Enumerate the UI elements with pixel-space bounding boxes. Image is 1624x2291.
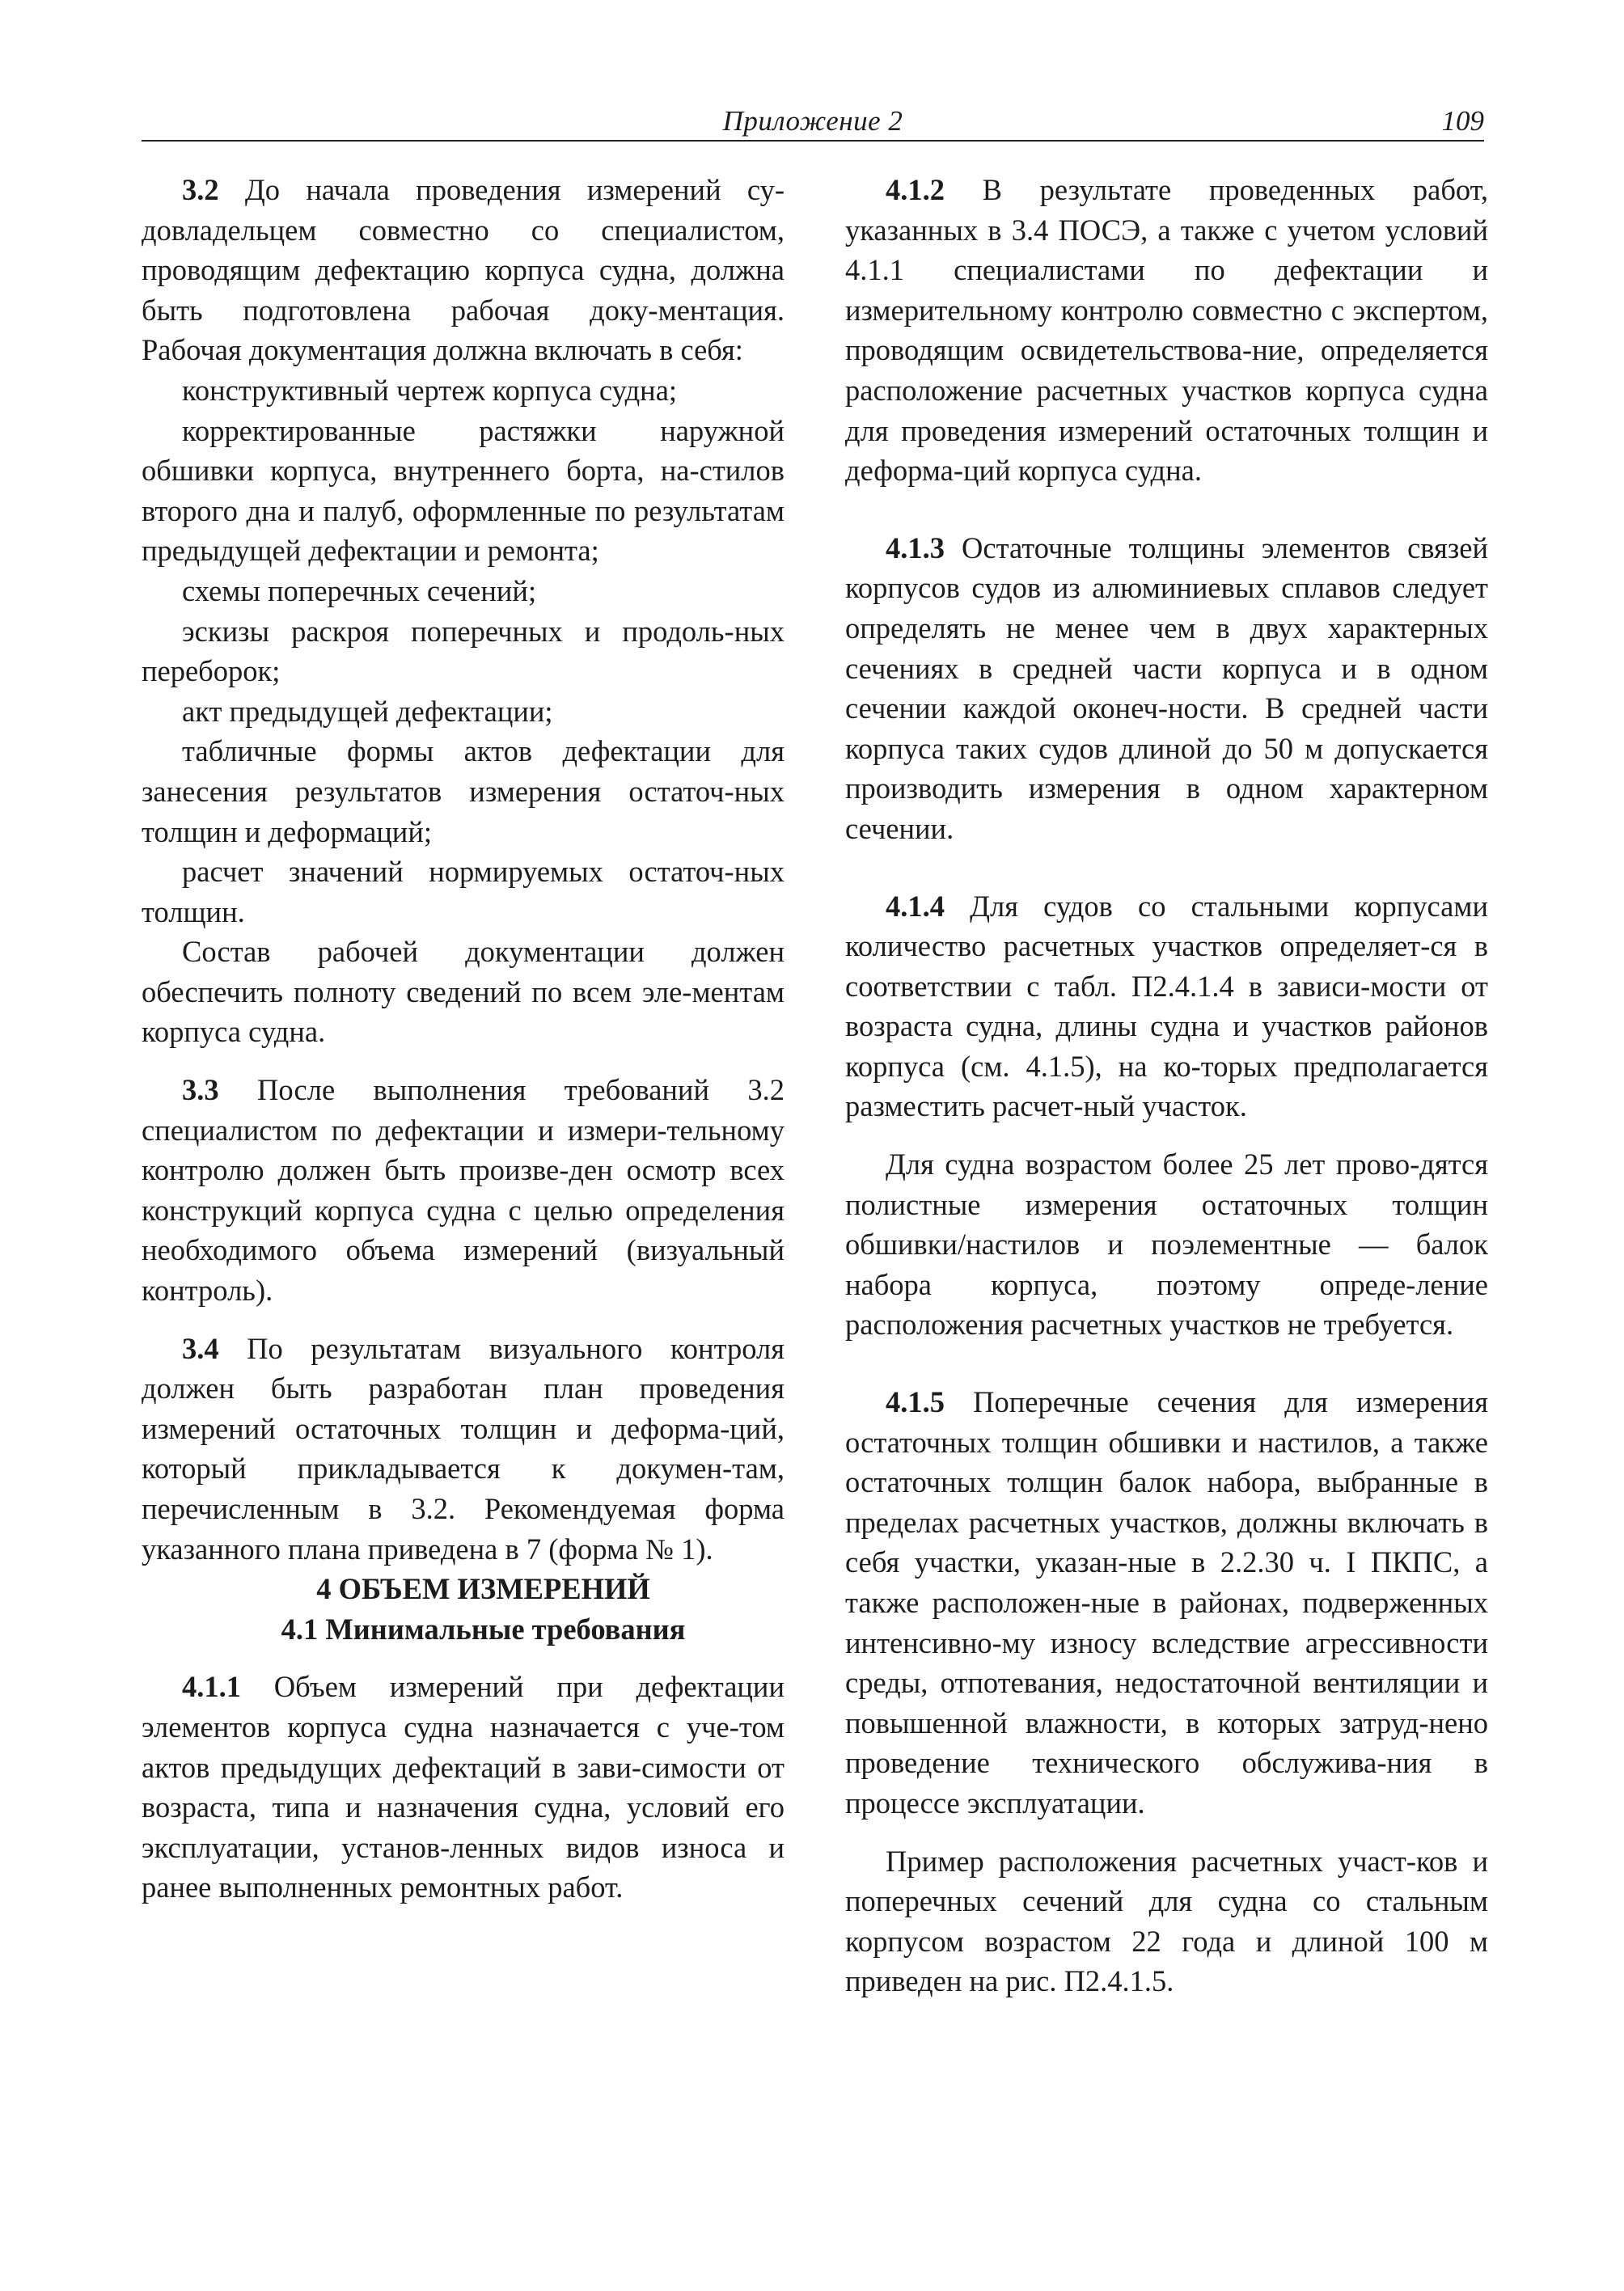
left-column <box>142 170 785 1908</box>
paragraph-text: По результатам визуального контроля должен быть разработан план проведения измерений остаточных толщин и деформа-ций, который прикладывается к докумен-там, перечисленным в 3.2. Рекомендуемая форма указанного плана приведена в 7 (форма № 1). <box>142 1331 785 1566</box>
list-item: расчет значений нормируемых остаточ-ных толщин. <box>142 855 785 928</box>
paragraph-text: Объем измерений при дефектации элементов корпуса судна назначается с уче-том актов предыдущих дефектаций в зави-симости от возраста, типа и назначения судна, условий его эксплуатации, установ-ленных видов износа и ранее выполненных ремонтных работ. <box>142 1670 785 1904</box>
right-column <box>845 170 1488 2001</box>
list-item: эскизы раскроя поперечных и продоль-ных переборок; <box>142 614 785 688</box>
paragraph-4-1-2 <box>845 170 1488 491</box>
running-title: Приложение 2 <box>722 105 903 137</box>
paragraph-4-1-4-continued: Для судна возрастом более 25 лет прово-дятся полистные измерения остаточных толщин обшивки/настилов и поэлементные — балок набора корпуса, поэтому опреде-ление расположения расчетных участков не требуется. <box>845 1148 1488 1342</box>
paragraph-text: Остаточные толщины элементов связей корпусов судов из алюминиевых сплавов следует определять не менее чем в двух характерных сечениях в средней части корпуса и в одном сечении каждой оконеч-ности. В средней части корпуса таких судов длиной до 50 м допускается производить измерения в одном характерном сечении. <box>845 530 1489 845</box>
paragraph-text: В результате проведенных работ, указанных в 3.4 ПОСЭ, а также с учетом условий 4.1.1 специалистами по дефектации и измерительному контролю совместно с экспертом, проводящим освидетельствова-ние, определяется расположение расчетных участков корпуса судна для проведения измерений остаточных толщин и деформа-ций корпуса судна. <box>845 173 1488 488</box>
paragraph-3-2 <box>142 170 785 370</box>
paragraph-3-4 <box>142 1329 785 1570</box>
paragraph-4-1-5-example: Пример расположения расчетных участ-ков и поперечных сечений для судна со стальным корпусом возрастом 22 года и длиной 100 м приведен на рис. П2.4.1.5. <box>845 1844 1488 1998</box>
page-header <box>142 104 1484 144</box>
paragraph-text: До начала проведения измерений су-довладельцем совместно со специалистом, проводящим дефектацию корпуса судна, должна быть подготовлена рабочая доку-ментация. Рабочая документация должна включать в себя: <box>142 173 785 367</box>
header-rule <box>142 140 1484 142</box>
list-item: корректированные растяжки наружной обшивки корпуса, внутреннего борта, на-стилов второго дна и палуб, оформленные по результатам предыдущей дефектации и ремонта; <box>142 413 785 568</box>
list-item: схемы поперечных сечений; <box>182 573 537 607</box>
paragraph-number: 4.1.3 <box>886 530 945 564</box>
subsection-title: 4.1 Минимальные требования <box>281 1612 686 1646</box>
list-item: конструктивный чертеж корпуса судна; <box>182 373 678 407</box>
paragraph-4-1-3 <box>845 528 1488 849</box>
paragraph-number: 4.1.2 <box>886 173 945 206</box>
paragraph-text: Поперечные сечения для измерения остаточных толщин обшивки и настилов, а также остаточных толщин балок набора, выбранные в пределах расчетных участков, должны включать в себя участки, указан-ные в 2.2.30 ч. I ПКПС, а также расположен-ные в районах, подверженных интенсивно-му износу вследствие агрессивности среды, отпотевания, недостаточной вентиляции и повышенной влажности, в которых затруд-нено проведение технического обслужива-ния в процессе эксплуатации. <box>845 1385 1488 1820</box>
list-item: Состав рабочей документации должен обеспечить полноту сведений по всем эле-ментам корпуса судна. <box>142 935 785 1049</box>
list-item: табличные формы актов дефектации для занесения результатов измерения остаточ-ных толщин и деформаций; <box>142 734 785 848</box>
paragraph-number: 4.1.5 <box>886 1385 945 1419</box>
paragraph-number: 4.1.1 <box>182 1670 241 1704</box>
paragraph-3-3 <box>142 1070 785 1311</box>
paragraph-text: После выполнения требований 3.2 специалистом по дефектации и измери-тельному контролю должен быть произве-ден осмотр всех конструкций корпуса судна с целью определения необходимого объема измерений (визуальный контроль). <box>142 1073 785 1308</box>
section-title: 4 ОБЪЕМ ИЗМЕРЕНИЙ <box>316 1572 650 1606</box>
paragraph-4-1-1 <box>142 1667 785 1908</box>
paragraph-number: 3.4 <box>182 1331 219 1365</box>
paragraph-number: 3.3 <box>182 1073 219 1107</box>
paragraph-number: 4.1.4 <box>886 889 945 923</box>
paragraph-text: Для судов со стальными корпусами количество расчетных участков определяет-ся в соответствии с табл. П2.4.1.4 в зависи-мости от возраста судна, длины судна и участков районов корпуса (см. 4.1.5), на ко-торых предполагается разместить расчет-ный участок. <box>845 889 1488 1123</box>
list-item: акт предыдущей дефектации; <box>182 694 553 728</box>
paragraph-number: 3.2 <box>182 173 219 206</box>
page-number: 109 <box>1441 105 1484 137</box>
paragraph-4-1-5 <box>845 1382 1488 1824</box>
paragraph-4-1-4 <box>845 886 1488 1127</box>
